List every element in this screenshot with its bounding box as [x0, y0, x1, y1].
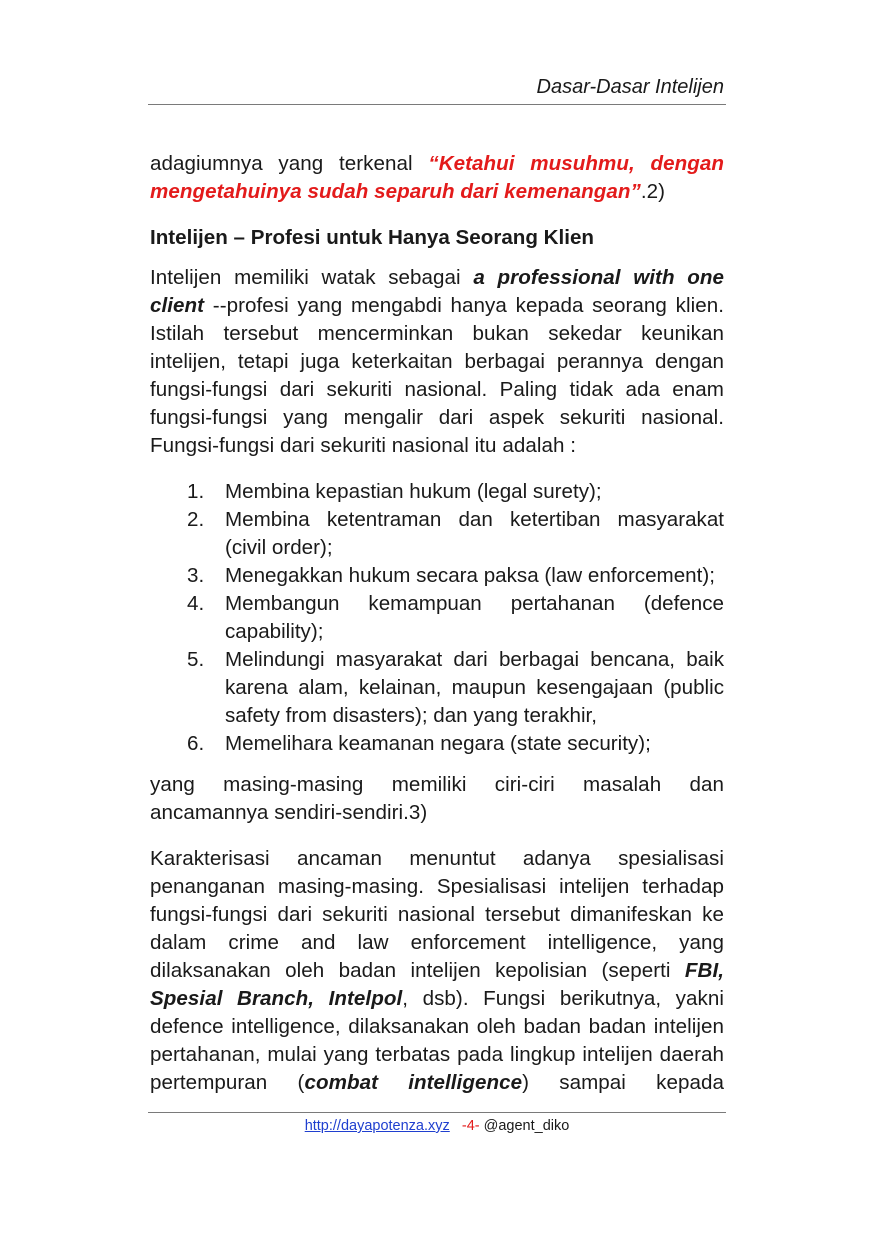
- paragraph-adagium-text-1: adagiumnya yang terkenal: [150, 152, 429, 175]
- paragraph-adagium: [150, 150, 724, 206]
- list-item-text: Menegakkan hukum secara paksa (law enforcement);: [225, 564, 715, 587]
- paragraph-specialization: [150, 845, 724, 1097]
- professional-emphasis: a professional with one client: [150, 266, 724, 317]
- paragraph-specialization-text-3: ) sampai kepada: [522, 1071, 725, 1094]
- paragraph-professional-text-1: Intelijen memiliki watak sebagai: [150, 266, 474, 289]
- paragraph-threats: yang masing-masing memiliki ciri-ciri masalah dan ancamannya sendiri-sendiri.3): [150, 773, 724, 824]
- national-security-functions-list: [150, 478, 724, 758]
- footer-divider: [148, 1112, 726, 1113]
- page-footer: [150, 1116, 724, 1136]
- list-item-text: Membina kepastian hukum (legal surety);: [225, 480, 602, 503]
- list-item: [150, 478, 724, 506]
- adagium-quote: “Ketahui musuhmu, dengan mengetahuinya sudah separuh dari kemenangan”: [150, 152, 725, 203]
- list-item: [150, 730, 724, 758]
- list-item-number: 3.: [187, 564, 205, 587]
- list-item-number: 4.: [187, 592, 205, 615]
- paragraph-professional: [150, 264, 724, 460]
- page-body: [150, 150, 724, 1097]
- paragraph-specialization-text-2: , dsb). Fungsi berikutnya, yakni defence intelligence, dilaksanakan oleh badan badan intelijen pertahanan, mulai yang terbatas pada lingkup intelijen daerah pertempuran (: [150, 987, 724, 1094]
- footer-handle: @agent_diko: [483, 1118, 570, 1134]
- header-divider: [148, 104, 726, 105]
- section-heading: Intelijen – Profesi untuk Hanya Seorang Klien: [150, 226, 595, 249]
- combat-intelligence-emphasis: combat intelligence: [304, 1071, 523, 1094]
- list-item-number: 1.: [187, 480, 205, 503]
- police-agencies-emphasis: FBI, Spesial Branch, Intelpol: [150, 959, 724, 1010]
- list-item-number: 2.: [187, 508, 205, 531]
- list-item: [150, 506, 724, 562]
- list-item: [150, 590, 724, 646]
- paragraph-adagium-footnote: .2): [640, 180, 666, 203]
- paragraph-specialization-text-1: Karakterisasi ancaman menuntut adanya spesialisasi penanganan masing-masing. Spesialisasi intelijen terhadap fungsi-fungsi dari sekuriti nasional tersebut dimanifeskan ke dalam crime and law enforcement intelligence, yang dilaksanakan oleh badan intelijen kepolisian (seperti: [150, 847, 724, 982]
- list-item-text: Membangun kemampuan pertahanan (defence capability);: [225, 592, 724, 643]
- list-item-number: 6.: [187, 732, 205, 755]
- page-number: -4-: [461, 1118, 480, 1134]
- list-item-text: Melindungi masyarakat dari berbagai bencana, baik karena alam, kelainan, maupun kesengajaan (public safety from disasters); dan yang terakhir,: [225, 648, 724, 727]
- footer-website-link[interactable]: http://dayapotenza.xyz: [304, 1118, 450, 1134]
- running-header-title: Dasar-Dasar Intelijen: [536, 76, 724, 98]
- list-item: [150, 646, 724, 730]
- list-item-number: 5.: [187, 648, 205, 671]
- list-item: [150, 562, 724, 590]
- list-item-text: Memelihara keamanan negara (state security);: [225, 732, 651, 755]
- paragraph-professional-text-2: --profesi yang mengabdi hanya kepada seorang klien. Istilah tersebut mencerminkan bukan sekedar keunikan intelijen, tetapi juga keterkaitan berbagai perannya dengan fungsi-fungsi dari sekuriti nasional. Paling tidak ada enam fungsi-fungsi yang mengalir dari aspek sekuriti nasional. Fungsi-fungsi dari sekuriti nasional itu adalah :: [150, 294, 724, 457]
- list-item-text: Membina ketentraman dan ketertiban masyarakat (civil order);: [225, 508, 724, 559]
